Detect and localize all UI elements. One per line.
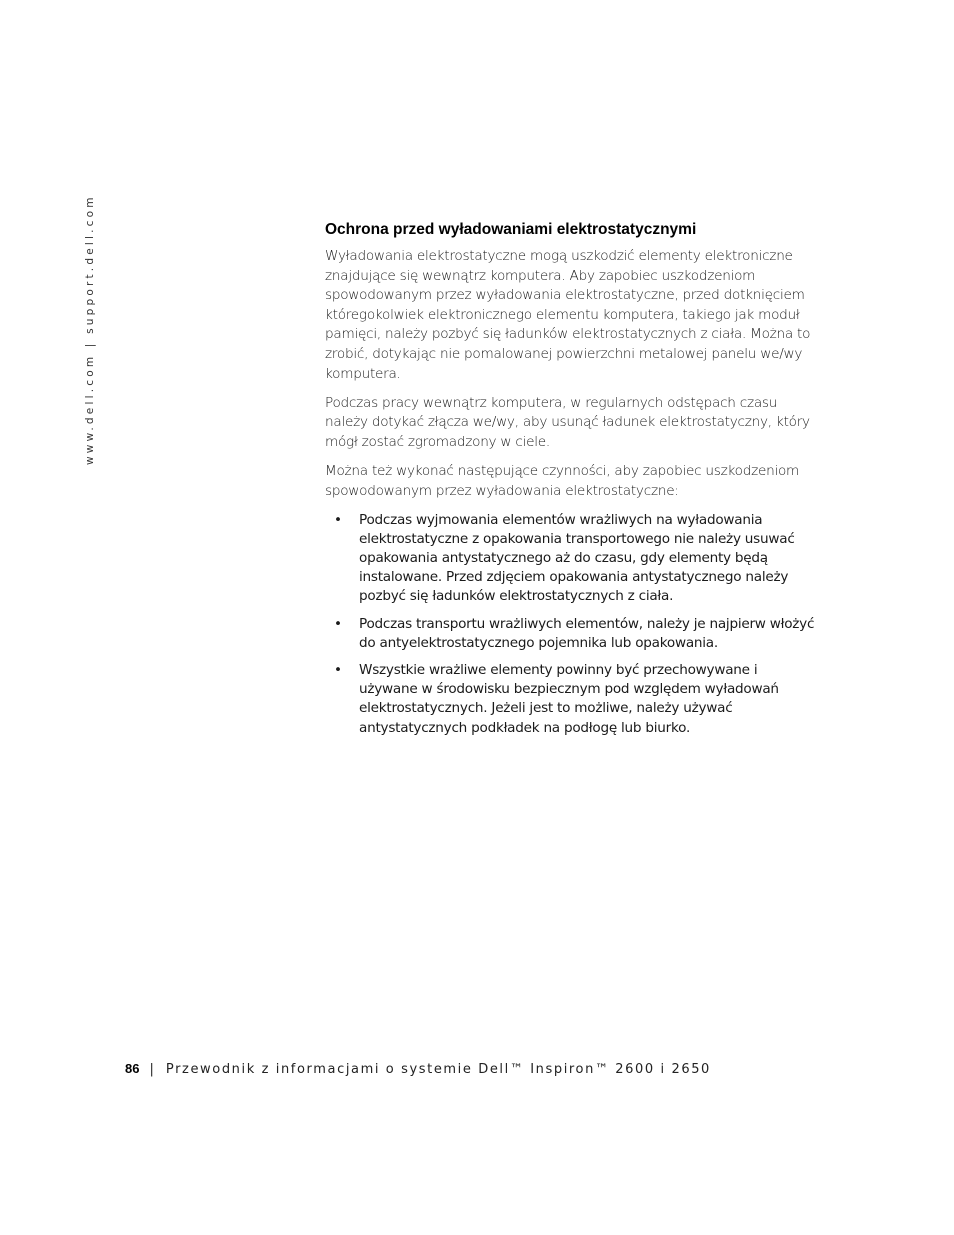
- bullet-icon: •: [334, 615, 342, 632]
- paragraph-steps-intro: Można też wykonać następujące czynności, aby zapobiec uszkodzeniom spowodowanym przez wyładowania elektrostatyczne:: [325, 462, 800, 499]
- list-item: [325, 615, 817, 653]
- bullet-list: [325, 511, 817, 738]
- bullet-icon: •: [334, 511, 342, 528]
- side-url: www.dell.com | support.dell.com: [84, 194, 96, 465]
- page-footer: [125, 1061, 711, 1077]
- footer-title: Przewodnik z informacjami o systemie Dell™ Inspiron™ 2600 i 2650: [165, 1062, 711, 1077]
- footer-separator: |: [149, 1062, 154, 1077]
- list-item: [325, 661, 817, 738]
- section-heading: Ochrona przed wyładowaniami elektrostatycznymi: [325, 221, 697, 238]
- list-item-text: Wszystkie wrażliwe elementy powinny być przechowywane i używane w środowisku bezpiecznym pod względem wyładowań elektrostatycznych. Jeżeli jest to możliwe, należy używać antystatycznych podkładek na podłogę lub biurko.: [359, 662, 779, 736]
- list-item-text: Podczas wyjmowania elementów wrażliwych na wyładowania elektrostatyczne z opakowania transportowego nie należy usuwać opakowania antystatycznego aż do czasu, gdy elementy będą instalowane. Przed zdjęciem opakowania antystatycznego należy pozbyć się ładunków elektrostatycznych z ciała.: [359, 511, 795, 605]
- paragraph-intro: Wyładowania elektrostatyczne mogą uszkodzić elementy elektroniczne znajdujące się wewnątrz komputera. Aby zapobiec uszkodzeniom spowodowanym przez wyładowania elektrostatyczne, przed dotknięciem któregokolwiek elektronicznego elementu komputera, takiego jak moduł pamięci, należy pozbyć się ładunków elektrostatycznych z ciała. Można to zrobić, dotykając nie pomalowanej powierzchni metalowej panelu we/wy komputera.: [325, 248, 811, 382]
- paragraph-io-touch: Podczas pracy wewnątrz komputera, w regularnych odstępach czasu należy dotykać złącza we/wy, aby usunąć ładunek elektrostatyczny, który mógł zostać zgromadzony w ciele.: [325, 394, 810, 450]
- main-content: [325, 220, 817, 746]
- bullet-icon: •: [334, 662, 342, 679]
- page-number: 86: [125, 1061, 140, 1076]
- list-item-text: Podczas transportu wrażliwych elementów, należy je najpierw włożyć do antyelektrostatycznego pojemnika lub opakowania.: [359, 615, 815, 651]
- list-item: [325, 511, 817, 607]
